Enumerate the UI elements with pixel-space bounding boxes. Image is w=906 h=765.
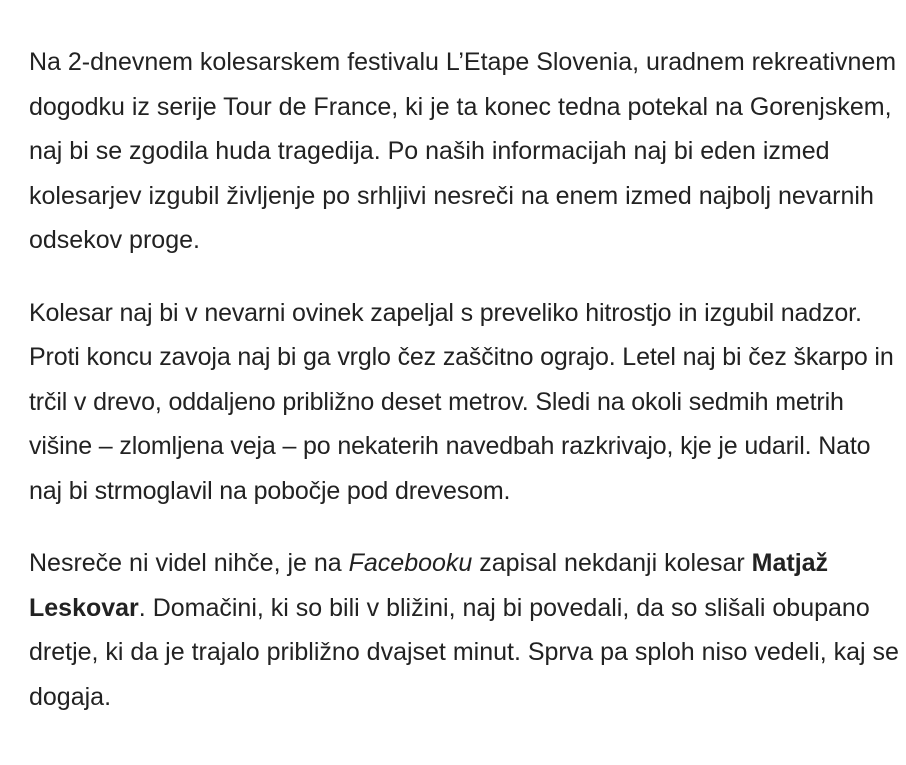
article-paragraph-1: Na 2-dnevnem kolesarskem festivalu L’Etape Slovenia, uradnem rekreativnem dogodku iz serije Tour de France, ki je ta konec tedna potekal na Gorenjskem, naj bi se zgodila huda tragedija. Po naših informacijah naj bi eden izmed kolesarjev izgubil življenje po srhljivi nesreči na enem izmed najbolj nevarnih odsekov proge. <box>29 48 897 254</box>
article-body <box>29 40 901 747</box>
article-paragraph-3 <box>29 541 901 719</box>
paragraph-3-text-middle: zapisal nekdanji kolesar <box>472 549 752 577</box>
paragraph-3-text-start: Nesreče ni videl nihče, je na <box>29 549 349 577</box>
person-name: Matjaž Leskovar <box>29 549 829 622</box>
article-paragraph-2: Kolesar naj bi v nevarni ovinek zapeljal s preveliko hitrostjo in izgubil nadzor. Proti koncu zavoja naj bi ga vrglo čez zaščitno ograjo. Letel naj bi čez škarpo in trčil v drevo, oddaljeno približno deset metrov. Sledi na okoli sedmih metrih višine – zlomljena veja – po nekaterih navedbah razkrivajo, kje je udaril. Nato naj bi strmoglavil na pobočje pod drevesom. <box>29 298 894 505</box>
facebook-mention: Facebooku <box>348 549 473 577</box>
paragraph-3-text-end: . Domačini, ki so bili v bližini, naj bi povedali, da so slišali obupano dretje, ki da je trajalo približno dvajset minut. Sprva pa sploh niso vedeli, kaj se dogaja. <box>29 593 899 711</box>
